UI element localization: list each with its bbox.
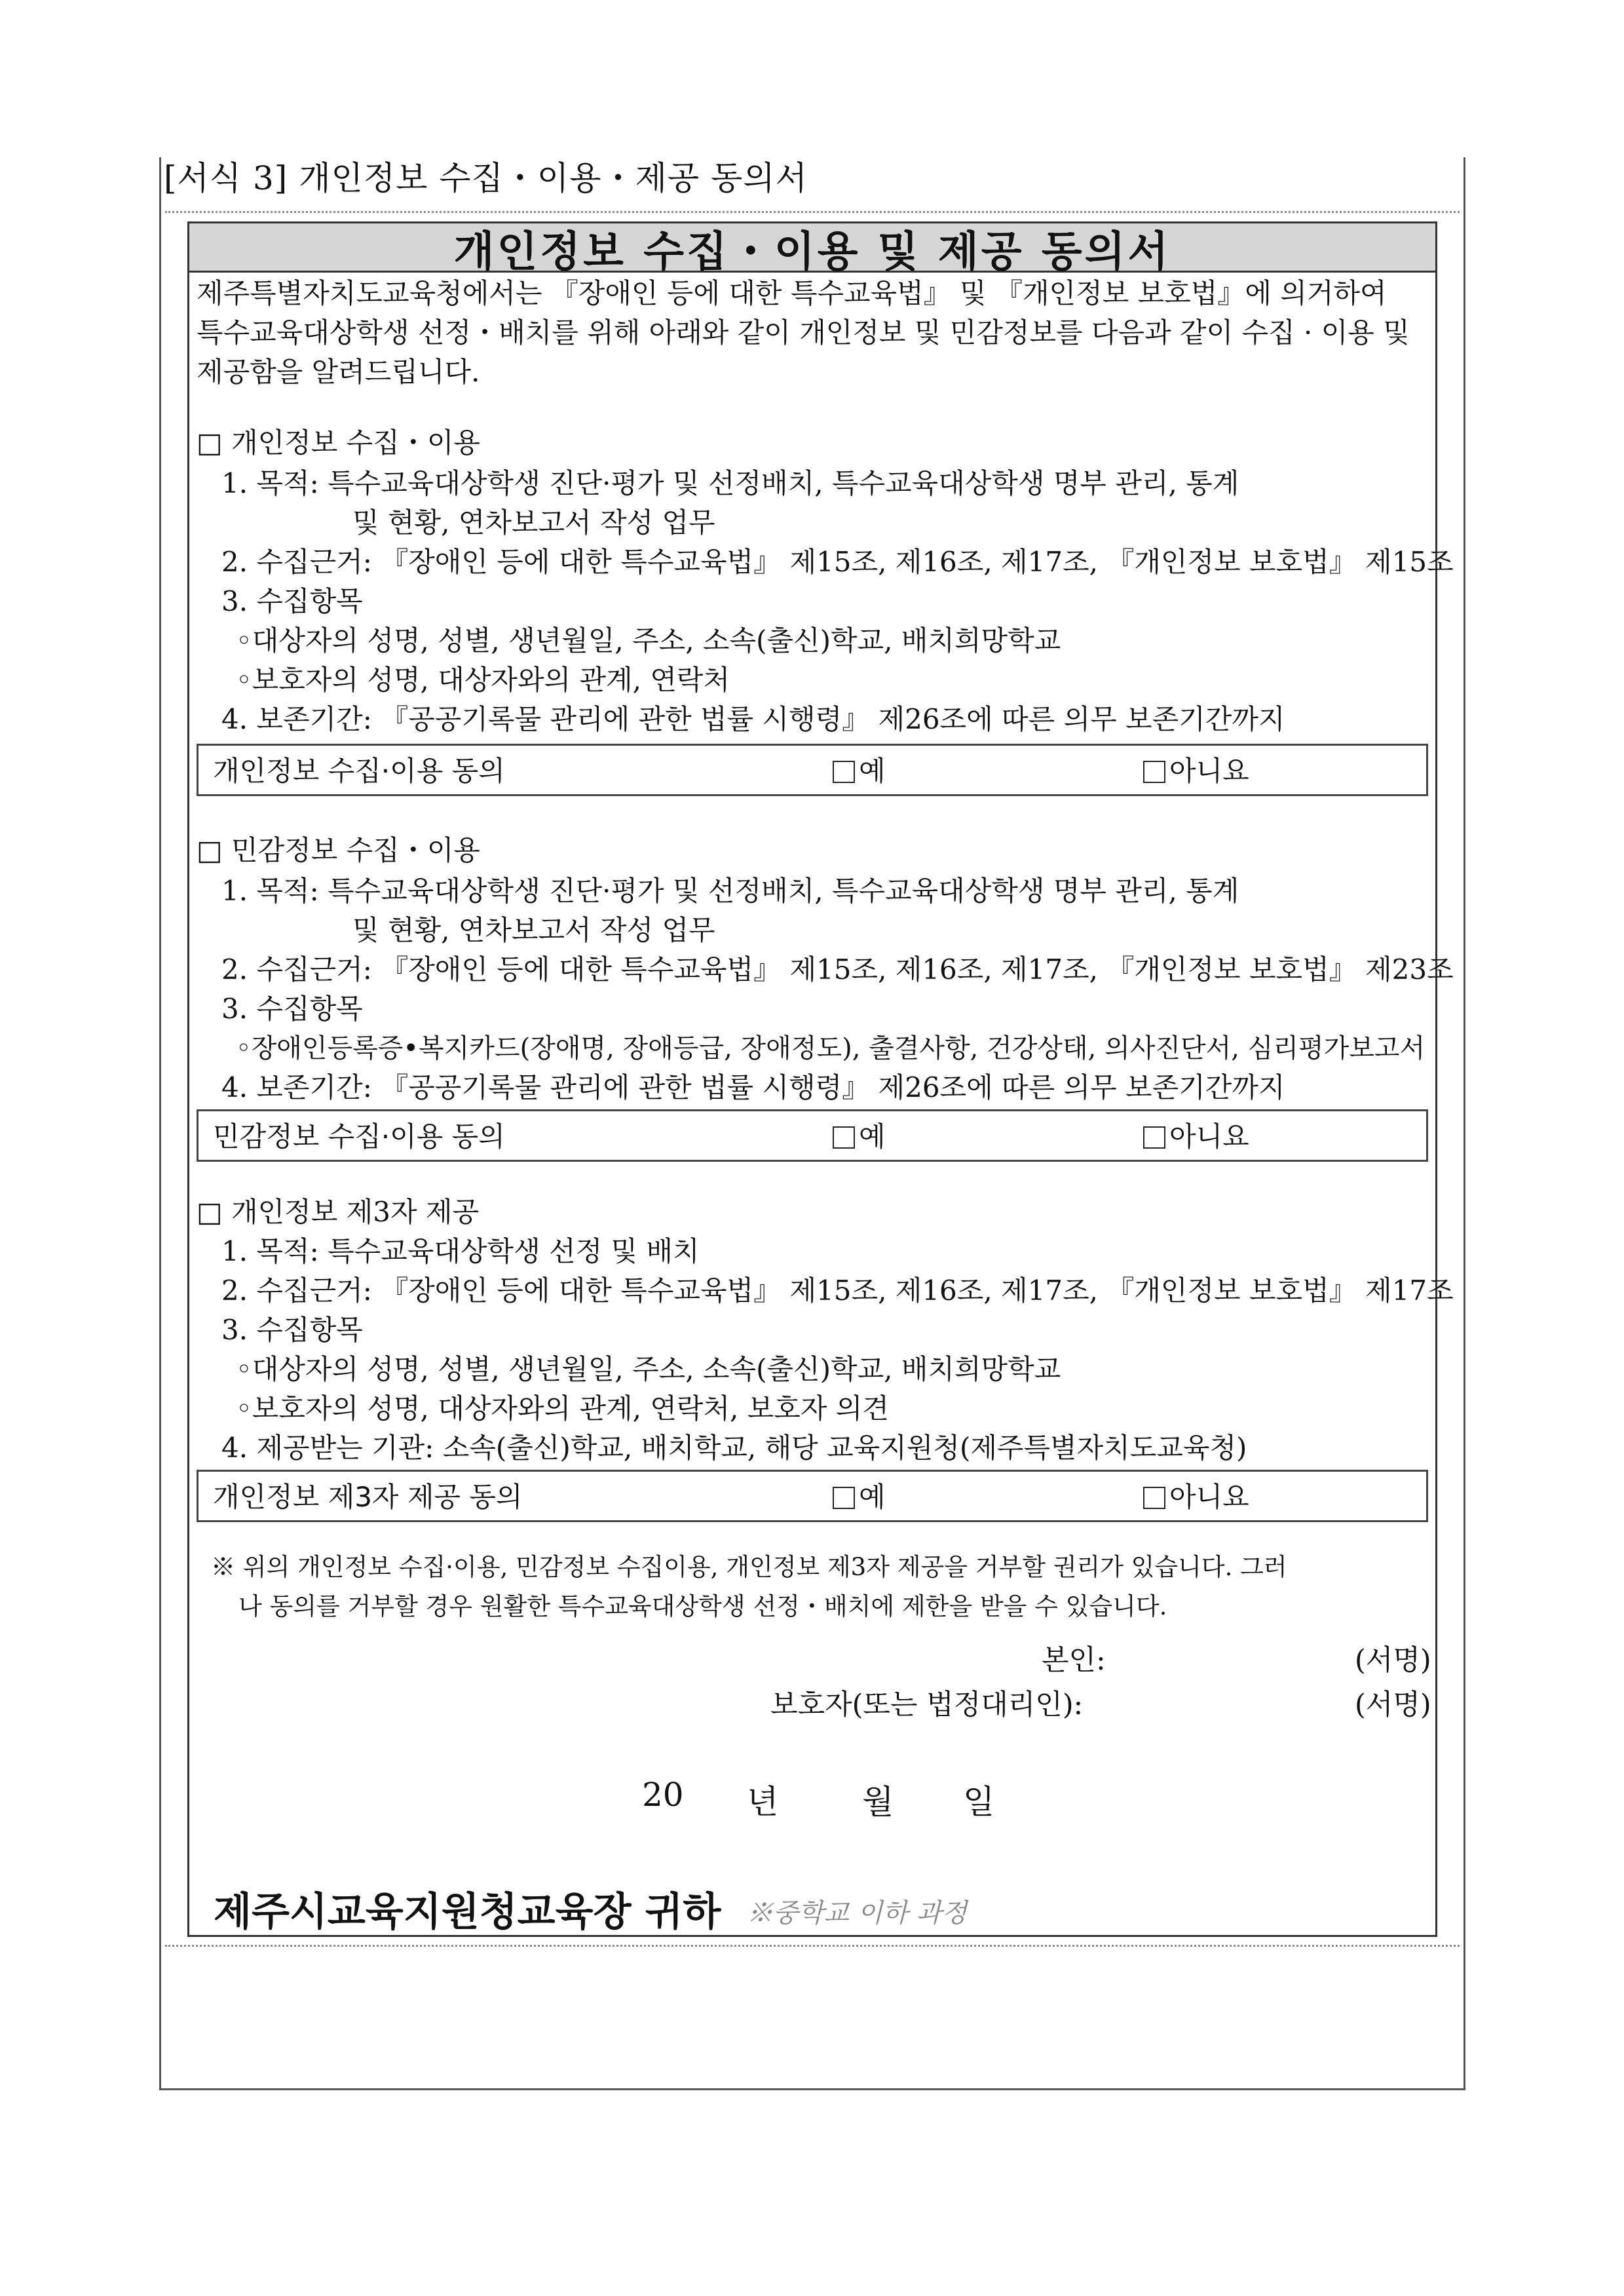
basis-line: 2. 수집근거: 『장애인 등에 대한 특수교육법』 제15조, 제16조, 제17조, 『개인정보 보호법』 제15조	[221, 546, 1454, 578]
checkbox-yes[interactable]	[833, 1126, 855, 1149]
date-year-unit: 년	[747, 1783, 779, 1821]
intro-line: 제주특별자치도교육청에서는 『장애인 등에 대한 특수교육법』 및 『개인정보 보호법』에 의거하여	[197, 277, 1387, 309]
date-year[interactable]: 20	[642, 1776, 684, 1814]
consent-row-sensitive-info	[197, 1109, 1428, 1162]
checkbox-yes[interactable]	[833, 761, 855, 783]
purpose-line: 1. 목적: 특수교육대상학생 진단·평가 및 선정배치, 특수교육대상학생 명부 관리, 통계	[221, 467, 1239, 499]
dotted-divider-bottom	[165, 1945, 1460, 1947]
self-signature-field[interactable]: (서명)	[1355, 1644, 1431, 1677]
consent-yes-label: 예	[859, 1481, 886, 1513]
date-month-unit: 월	[862, 1783, 894, 1821]
guardian-signature-field[interactable]: (서명)	[1355, 1689, 1431, 1721]
consent-no-label: 아니요	[1169, 1481, 1249, 1513]
self-signature-label: 본인:	[1042, 1644, 1106, 1677]
purpose-line: 1. 목적: 특수교육대상학생 선정 및 배치	[221, 1235, 700, 1267]
consent-label: 개인정보 제3자 제공 동의	[213, 1481, 523, 1513]
notice-line: 나 동의를 거부할 경우 원활한 특수교육대상학생 선정・배치에 제한을 받을 수 있습니다.	[238, 1592, 1167, 1620]
consent-no-option[interactable]	[1143, 1115, 1249, 1155]
consent-no-option[interactable]	[1143, 750, 1249, 789]
item-line: ◦장애인등록증•복지카드(장애명, 장애등급, 장애정도), 출결사항, 건강상태, 의사진단서, 심리평가보고서	[236, 1033, 1426, 1063]
retention-line: 4. 보존기간: 『공공기록물 관리에 관한 법률 시행령』 제26조에 따른 의무 보존기간까지	[221, 703, 1285, 735]
consent-yes-label: 예	[859, 1120, 886, 1153]
checkbox-yes[interactable]	[833, 1487, 855, 1509]
consent-label: 개인정보 수집·이용 동의	[213, 755, 505, 787]
purpose-line: 1. 목적: 특수교육대상학생 진단·평가 및 선정배치, 특수교육대상학생 명부 관리, 통계	[221, 875, 1239, 907]
intro-paragraph	[197, 274, 1435, 392]
form-label: [서식 3] 개인정보 수집・이용・제공 동의서	[164, 159, 808, 197]
consent-row-third-party	[197, 1470, 1428, 1522]
consent-yes-label: 예	[859, 755, 886, 787]
basis-line: 2. 수집근거: 『장애인 등에 대한 특수교육법』 제15조, 제16조, 제17조, 『개인정보 보호법』 제23조	[221, 953, 1454, 985]
item-line: ◦대상자의 성명, 성별, 생년월일, 주소, 소속(출신)학교, 배치희망학교	[236, 1353, 1061, 1385]
date-day-unit: 일	[963, 1783, 995, 1821]
consent-yes-option[interactable]	[833, 750, 886, 789]
section-heading-third-party: □ 개인정보 제3자 제공	[197, 1196, 480, 1228]
items-heading: 3. 수집항목	[221, 1314, 363, 1346]
purpose-line-continued: 및 현황, 연차보고서 작성 업무	[352, 507, 715, 539]
addressee-note: ※중학교 이하 과정	[747, 1898, 967, 1928]
consent-no-label: 아니요	[1169, 755, 1249, 787]
purpose-line-continued: 및 현황, 연차보고서 작성 업무	[352, 914, 715, 946]
retention-line: 4. 보존기간: 『공공기록물 관리에 관한 법률 시행령』 제26조에 따른 의무 보존기간까지	[221, 1071, 1285, 1103]
consent-yes-option[interactable]	[833, 1115, 886, 1155]
items-heading: 3. 수집항목	[221, 585, 363, 617]
item-line: ◦대상자의 성명, 성별, 생년월일, 주소, 소속(출신)학교, 배치희망학교	[236, 624, 1061, 657]
notice-line: ※ 위의 개인정보 수집·이용, 민감정보 수집이용, 개인정보 제3자 제공을 거부할 권리가 있습니다. 그러	[211, 1553, 1287, 1581]
checkbox-no[interactable]	[1143, 1487, 1165, 1509]
dotted-divider-top	[165, 211, 1460, 213]
checkbox-no[interactable]	[1143, 761, 1165, 783]
page-frame-right	[1463, 157, 1465, 2090]
item-line: ◦보호자의 성명, 대상자와의 관계, 연락처, 보호자 의견	[236, 1392, 889, 1425]
recipient-line: 4. 제공받는 기관: 소속(출신)학교, 배치학교, 해당 교육지원청(제주특별자치도교육청)	[221, 1432, 1247, 1464]
form-title: 개인정보 수집・이용 및 제공 동의서	[453, 227, 1171, 277]
intro-line: 제공함을 알려드립니다.	[197, 356, 480, 388]
items-heading: 3. 수집항목	[221, 993, 363, 1025]
page-frame-bottom	[159, 2088, 1465, 2090]
refusal-notice	[211, 1548, 1443, 1626]
page-frame-left	[159, 157, 161, 2090]
addressee: 제주시교육지원청교육장 귀하	[214, 1889, 721, 1935]
consent-no-option[interactable]	[1143, 1476, 1249, 1515]
basis-line: 2. 수집근거: 『장애인 등에 대한 특수교육법』 제15조, 제16조, 제17조, 『개인정보 보호법』 제17조	[221, 1274, 1454, 1307]
consent-label: 민감정보 수집·이용 동의	[213, 1120, 505, 1153]
consent-row-personal-info	[197, 744, 1428, 796]
item-line: ◦보호자의 성명, 대상자와의 관계, 연락처	[236, 664, 730, 696]
intro-line: 특수교육대상학생 선정・배치를 위해 아래와 같이 개인정보 및 민감정보를 다음과 같이 수집 · 이용 및	[197, 316, 1410, 349]
checkbox-no[interactable]	[1143, 1126, 1165, 1149]
section-heading-personal-info: □ 개인정보 수집・이용	[197, 427, 480, 459]
section-heading-sensitive-info: □ 민감정보 수집・이용	[197, 834, 480, 866]
consent-no-label: 아니요	[1169, 1120, 1249, 1153]
consent-yes-option[interactable]	[833, 1476, 886, 1515]
guardian-signature-label: 보호자(또는 법정대리인):	[770, 1689, 1084, 1721]
